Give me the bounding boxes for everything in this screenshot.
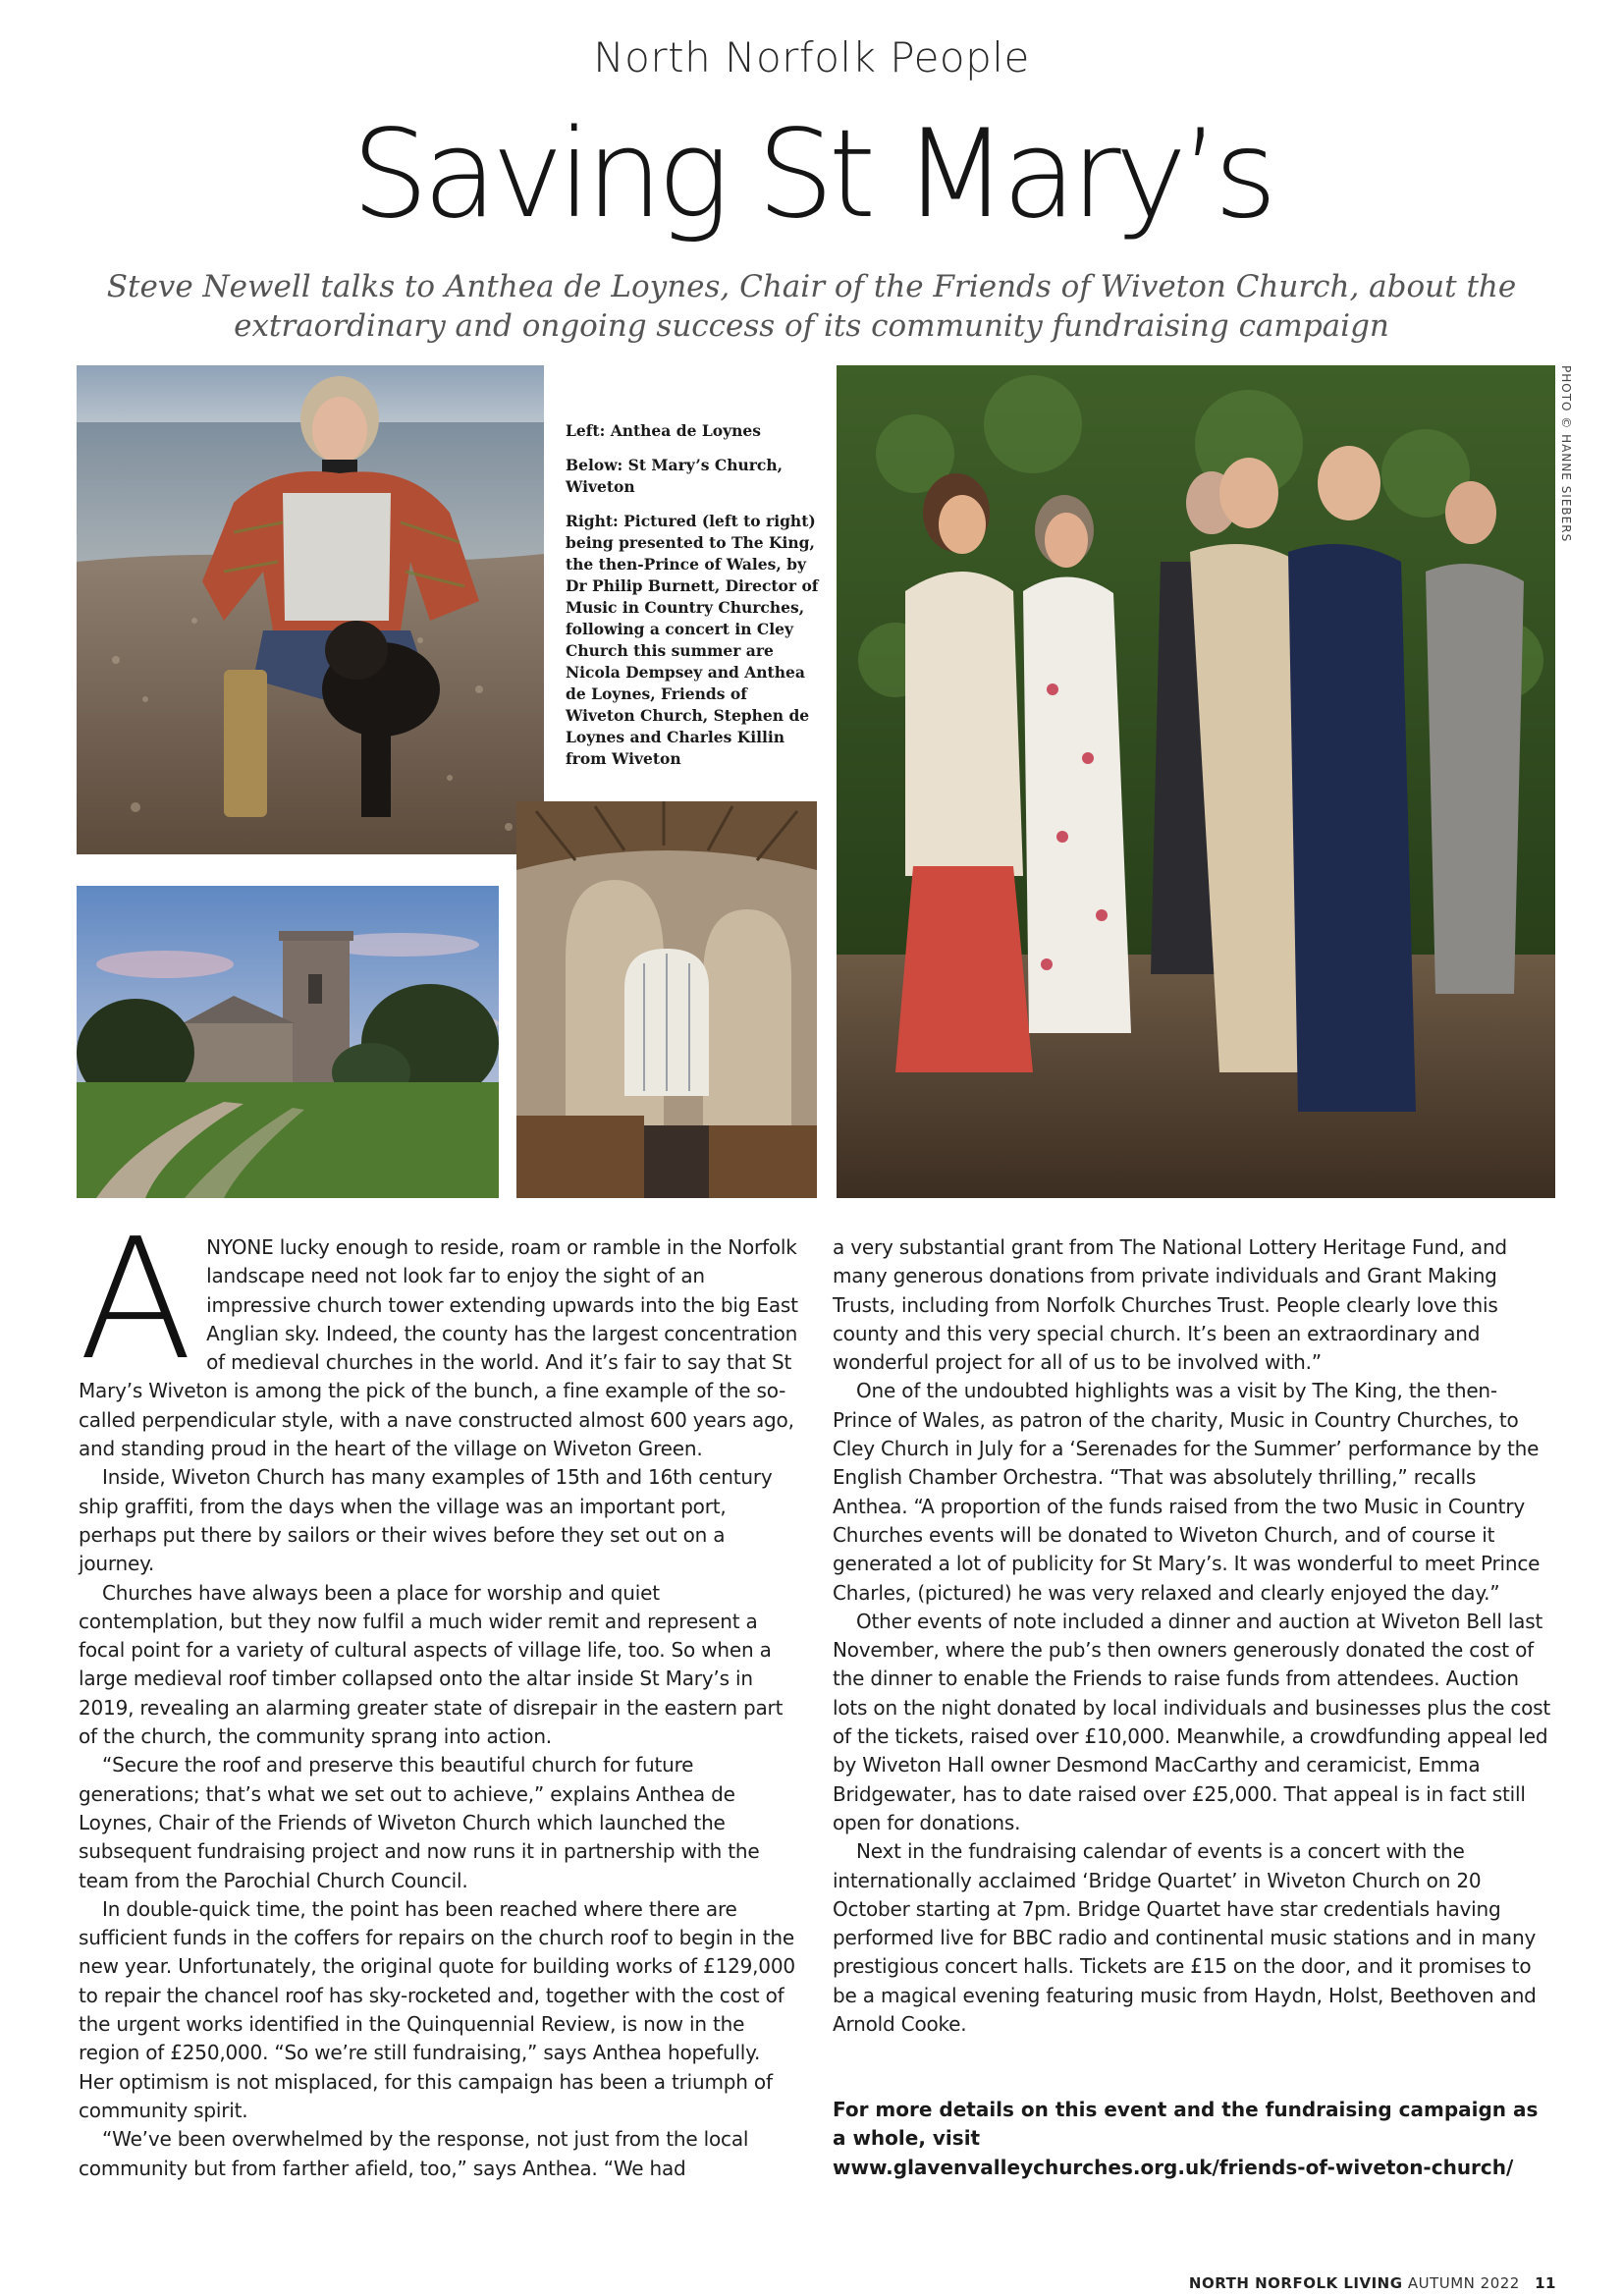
article-paragraph: “We’ve been overwhelmed by the response, not just from the local community but from farther afield, too,” says Anthea. “We had xyxy=(79,2127,749,2180)
photo-anthea-beach xyxy=(77,365,544,854)
standfirst: Steve Newell talks to Anthea de Loynes, Chair of the Friends of Wiveton Church, about the extraordinary and ongoing success of its community fundraising campaign xyxy=(106,269,1517,344)
caption-left: Left: Anthea de Loynes xyxy=(566,421,761,440)
call-to-action xyxy=(833,2096,1549,2182)
article-paragraph: “Secure the roof and preserve this beautiful church for future generations; that’s what we set out to achieve,” explains Anthea de Loynes, Chair of the Friends of Wiveton Church which launched the subsequent fundraising project and now runs it in partnership with the team from the Parochial Church Council. xyxy=(79,1753,760,1892)
cta-text: For more details on this event and the fundraising campaign as a whole, visit xyxy=(833,2098,1539,2151)
page-footer xyxy=(1189,2274,1556,2292)
issue-label: AUTUMN 2022 xyxy=(1407,2274,1520,2292)
article-paragraph: a very substantial grant from The National Lottery Heritage Fund, and many generous donations from private individuals and Grant Making Trusts, including from Norfolk Churches Trust. People clearly love this county and this very special church. It’s been an extraordinary and wonderful project for all of us to be involved with.” xyxy=(833,1235,1507,1375)
publication-name: NORTH NORFOLK LIVING xyxy=(1188,2274,1403,2292)
article-paragraph: ANYONE lucky enough to reside, roam or ramble in the Norfolk landscape need not look far to enjoy the sight of an impressive church tower extending upwards into the big East Anglian sky. Indeed, the county has the largest concentration of medieval churches in the world. And it’s fair to say that St Mary’s Wiveton is among the pick of the bunch, a fine example of the so-called perpendicular style, with a nave constructed almost 600 years ago, and standing proud in the heart of the village on Wiveton Green. xyxy=(79,1203,798,1461)
page-number: 11 xyxy=(1535,2274,1556,2292)
section-heading: North Norfolk People xyxy=(593,33,1030,82)
caption-block xyxy=(566,420,821,783)
cta-link[interactable]: www.glavenvalleychurches.org.uk/friends-of-wiveton-church/ xyxy=(833,2155,1514,2179)
photo-credit: PHOTO © HANNE SIEBERS xyxy=(1559,365,1573,543)
photo-church-exterior xyxy=(77,886,499,1198)
drop-cap: A xyxy=(79,1203,193,1397)
article-paragraph: Other events of note included a dinner and auction at Wiveton Bell last November, where the pub’s then owners generously donated the cost of the dinner to enable the Friends to raise funds from attendees. Auction lots on the night donated by local individuals and businesses plus the cost of the tickets, raised over £10,000. Meanwhile, a crowdfunding appeal led by Wiveton Hall owner Desmond MacCarthy and ceramicist, Emma Bridgewater, has to date raised over £25,000. That appeal is in fact still open for donations. xyxy=(833,1609,1551,1834)
article-column-right xyxy=(833,1233,1554,2039)
caption-right: Right: Pictured (left to right) being presented to The King, the then-Prince of Wales, by Dr Philip Burnett, Director of Music in Country Churches, following a concert in Cley Church this summer are Nicola Dempsey and Anthea de Loynes, Friends of Wiveton Church, Stephen de Loynes and Charles Killin from Wiveton xyxy=(566,512,819,768)
caption-below: Below: St Mary’s Church, Wiveton xyxy=(566,456,784,496)
article-paragraph: Churches have always been a place for worship and quiet contemplation, but they now fulfil a much wider remit and represent a focal point for a variety of cultural aspects of village life, too. So when a large medieval roof timber collapsed onto the altar inside St Mary’s in 2019, revealing an alarming greater state of disrepair in the eastern part of the church, the community sprang into action. xyxy=(79,1580,784,1749)
photo-church-interior xyxy=(516,801,817,1198)
article-column-left xyxy=(79,1203,800,2183)
page-title: Saving St Mary’s xyxy=(351,104,1272,246)
photo-royal-visit xyxy=(837,365,1555,1198)
article-paragraph: Next in the fundraising calendar of events is a concert with the internationally acclaimed ‘Bridge Quartet’ in Wiveton Church on 20 October starting at 7pm. Bridge Quartet have star credentials having performed live for BBC radio and continental music stations and in many prestigious concert halls. Tickets are £15 on the door, and it promises to be a magical evening featuring music from Haydn, Holst, Beethoven and Arnold Cooke. xyxy=(833,1839,1537,2037)
article-paragraph: Inside, Wiveton Church has many examples of 15th and 16th century ship graffiti, from the days when the village was an important port, perhaps put there by sailors or their wives before they set out on a journey. xyxy=(79,1465,773,1576)
article-paragraph: One of the undoubted highlights was a visit by The King, the then-Prince of Wales, as patron of the charity, Music in Country Churches, to Cley Church in July for a ‘Serenades for the Summer’ performance by the English Chamber Orchestra. “That was absolutely thrilling,” recalls Anthea. “A proportion of the funds raised from the two Music in Country Churches events will be donated to Wiveton Church, and of course it generated a lot of publicity for St Mary’s. It was wonderful to meet Prince Charles, (pictured) he was very relaxed and clearly enjoyed the day.” xyxy=(833,1379,1541,1605)
article-paragraph: In double-quick time, the point has been reached where there are sufficient funds in the coffers for repairs on the church roof to begin in the new year. Unfortunately, the original quote for building works of £129,000 to repair the chancel roof has sky-rocketed and, together with the cost of the urgent works identified in the Quinquennial Review, is now in the region of £250,000. “So we’re still fundraising,” says Anthea hopefully. Her optimism is not misplaced, for this campaign has been a triumph of community spirit. xyxy=(79,1896,795,2122)
